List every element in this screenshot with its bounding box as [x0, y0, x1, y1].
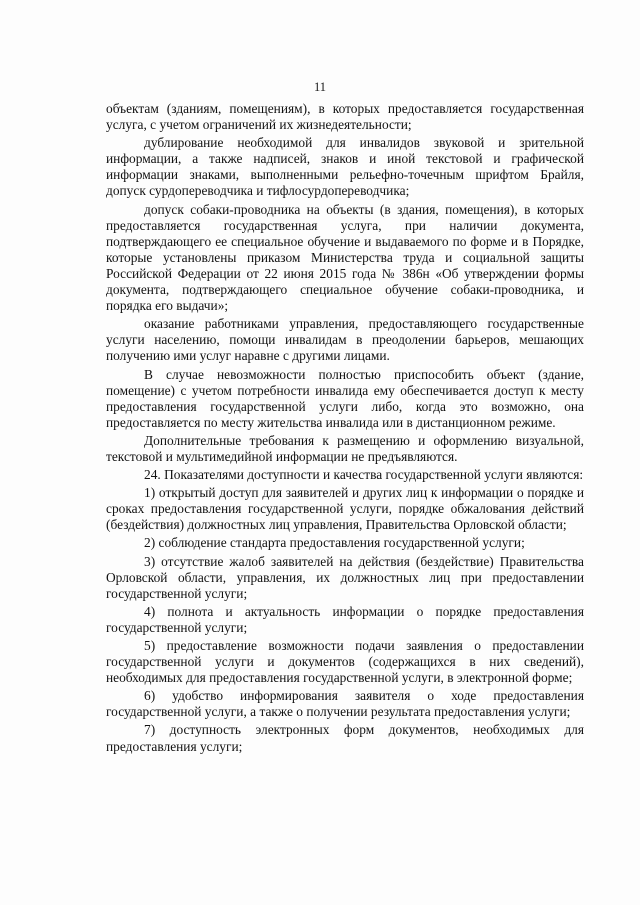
list-item-1: 1) открытый доступ для заявителей и других лиц к информации о порядке и сроках предоставления государственной услуги, порядке обжалования действий (бездействия) должностных лиц управления, Правительства Орловской области; — [106, 485, 584, 533]
list-item-7: 7) доступность электронных форм документов, необходимых для предоставления услуги; — [106, 722, 584, 754]
paragraph-continuation: объектам (зданиям, помещениям), в которых предоставляется государственная услуга, с учетом ограничений их жизнедеятельности; — [106, 101, 584, 133]
list-item-2: 2) соблюдение стандарта предоставления государственной услуги; — [144, 535, 525, 551]
paragraph-additional-requirements: Дополнительные требования к размещению и оформлению визуальной, текстовой и мультимедийной информации не предъявляются. — [106, 432, 584, 464]
paragraph-impossibility: В случае невозможности полностью приспособить объект (здание, помещение) с учетом потребности инвалида ему обеспечивается доступ к месту предоставления государственной услуги либо, когда это возможно, она предоставляется по месту жительства инвалида или в дистанционном режиме. — [106, 366, 584, 430]
paragraph-indicators-heading: 24. Показателями доступности и качества государственной услуги являются: — [144, 467, 584, 483]
list-item-5: 5) предоставление возможности подачи заявления о предоставлении государственной услуги и документов (содержащихся в них сведений), необходимых для предоставления государственной услуги, в электронной форме; — [106, 638, 584, 686]
paragraph-staff-assistance: оказание работниками управления, предоставляющего государственные услуги населению, помощи инвалидам в преодолении барьеров, мешающих получению ими услуг наравне с другими лицами. — [106, 316, 584, 364]
list-item-3: 3) отсутствие жалоб заявителей на действия (бездействие) Правительства Орловской области, управления, их должностных лиц при предоставлении государственной услуги; — [106, 553, 584, 601]
list-item-4: 4) полнота и актуальность информации о порядке предоставления государственной услуги; — [106, 603, 584, 635]
page-number: 11 — [313, 80, 327, 94]
paragraph-guide-dog: допуск собаки-проводника на объекты (в здания, помещения), в которых предоставляется государственная услуга, при наличии документа, подтверждающего ее специальное обучение и выдаваемого по форме и в Порядке, которые установлены приказом Министерства труда и социальной защиты Российской Федерации от 22 июня 2015 года № 386н «Об утверждении формы документа, подтверждающего специальное обучение собаки-проводника, и порядка его выдачи»; — [106, 201, 584, 314]
document-body — [106, 101, 584, 757]
paragraph-braille: дублирование необходимой для инвалидов звуковой и зрительной информации, а также надписей, знаков и иной текстовой и графической информации знаками, выполненными рельефно-точечным шрифтом Брайля, допуск сурдопереводчика и тифлосурдопереводчика; — [106, 135, 584, 199]
list-item-6: 6) удобство информирования заявителя о ходе предоставления государственной услуги, а также о получении результата предоставления услуги; — [106, 688, 584, 720]
